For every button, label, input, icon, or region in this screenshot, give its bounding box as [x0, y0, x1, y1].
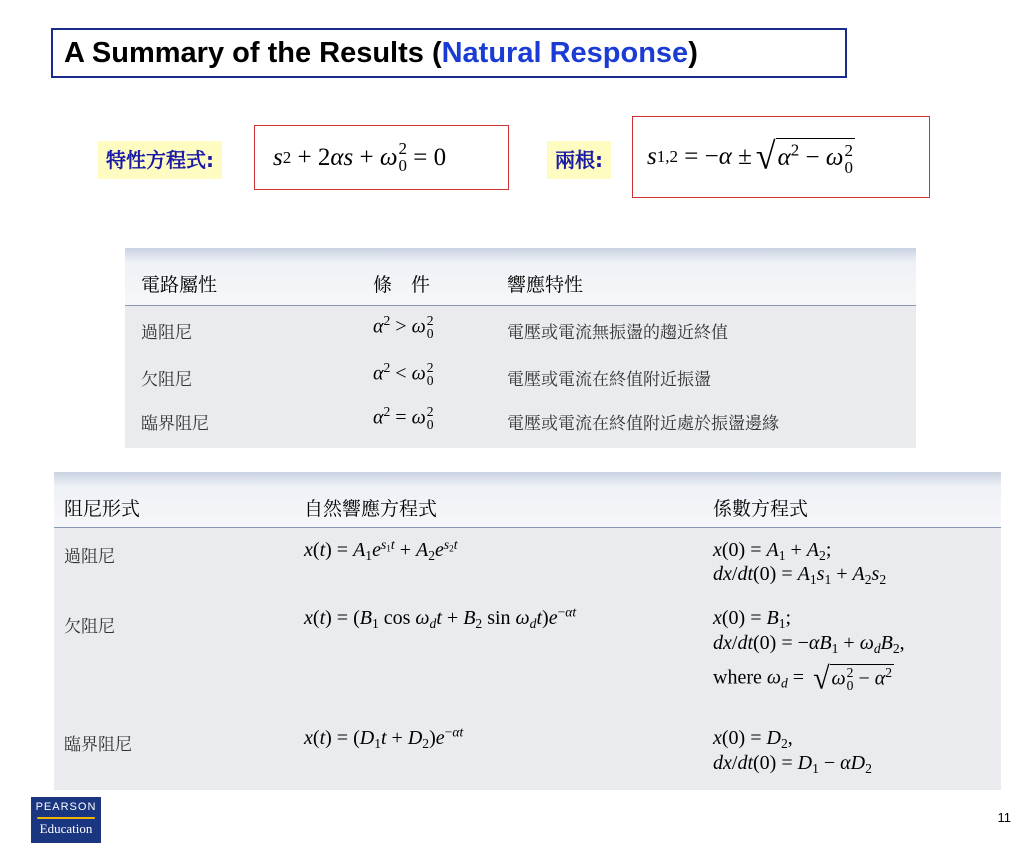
column-header: 條 件 [373, 274, 431, 296]
damping-type: 過阻尼 [141, 323, 192, 343]
title-prefix: A Summary of the Results ( [64, 37, 442, 69]
damping-type: 臨界阻尼 [64, 735, 132, 755]
damping-type: 過阻尼 [64, 547, 115, 567]
title-suffix: ) [688, 37, 698, 69]
column-header: 阻尼形式 [64, 498, 141, 520]
coefficient-equation: $x(0) = B_1$; [713, 607, 792, 631]
column-header: 響應特性 [507, 274, 584, 296]
coefficient-equation: $dx/dt(0) = D_1 - \alpha D_2$ [713, 752, 872, 776]
logo-line-2: Education [39, 821, 93, 836]
response-characteristic: 電壓或電流在終值附近振盪 [507, 370, 711, 390]
coefficient-equation: $x(0) = D_2$, [713, 727, 793, 751]
damping-type: 欠阻尼 [64, 617, 115, 637]
column-header: 電路屬性 [141, 274, 218, 296]
title-highlight: Natural Response [441, 37, 689, 69]
circuit-properties-table [125, 248, 916, 448]
response-equation: $x(t) = (B_1$ $\cos \omega_dt + B_2$ $\sin \omega_dt)e^{-\alpha t}$ [304, 604, 577, 631]
response-characteristic: 電壓或電流無振盪的趨近終值 [507, 323, 728, 343]
coefficient-equation: $dx/dt(0) = A_1s_1 + A_2s_2$ [713, 563, 887, 587]
response-characteristic: 電壓或電流在終值附近處於振盪邊緣 [507, 414, 779, 434]
page-number: 11 [997, 810, 1011, 825]
logo-swoosh [37, 817, 95, 819]
table-header [54, 472, 1001, 528]
slide-title [51, 28, 847, 78]
characteristic-equation: s 2 + 2 αs + ω 2 0 = 0 [254, 125, 509, 190]
damping-type: 欠阻尼 [141, 370, 192, 390]
coefficient-equation: where $\omega_d$ = √ ω 2 0 − $\alpha^2$ [713, 661, 893, 696]
coefficient-equation: $dx/dt(0) = -\alpha B_1 + \omega_dB_2$, [713, 632, 905, 656]
coefficient-equation: $x(0) = A_1 + A_2$; [713, 539, 832, 563]
response-equation: $x(t) = A_1e^{s_1t} + A_2e^{s_2t}$ [304, 536, 458, 563]
condition: $\alpha^2 = \omega$ 2 0 [373, 404, 434, 432]
pearson-education-logo [31, 797, 101, 843]
column-header: 係數方程式 [713, 498, 809, 520]
damping-type: 臨界阻尼 [141, 414, 209, 434]
response-equation: $x(t) = (D_1t + D_2)e^{-\alpha t}$ [304, 724, 464, 751]
roots-equation: s 1,2 = − α ± √ $\alpha^2 - \omega$ 2 0 [632, 116, 930, 198]
table-header [125, 248, 916, 306]
natural-response-table [54, 472, 1001, 790]
logo-line-1: PEARSON [35, 801, 97, 813]
characteristic-equation-label: 特性方程式: [98, 141, 222, 179]
column-header: 自然響應方程式 [304, 498, 438, 520]
condition: $\alpha^2 > \omega$ 2 0 [373, 313, 434, 341]
condition: $\alpha^2 < \omega$ 2 0 [373, 360, 434, 388]
roots-label: 兩根: [547, 141, 611, 179]
